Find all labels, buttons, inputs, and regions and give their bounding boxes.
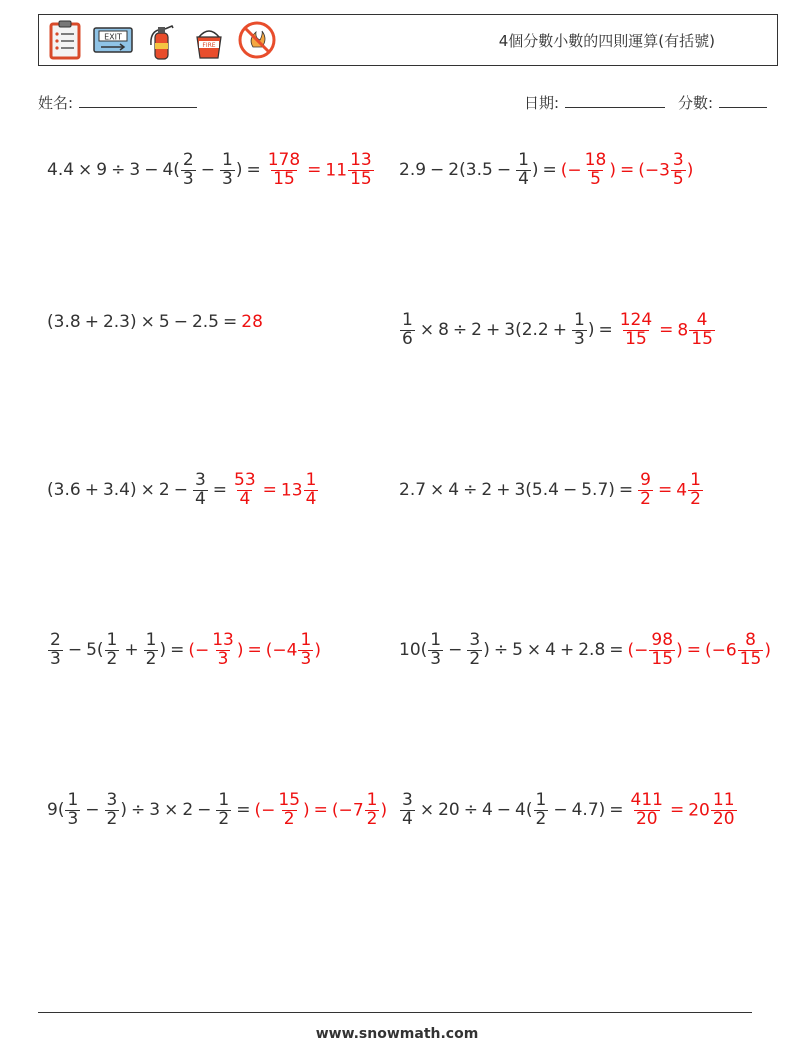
clipboard-checklist-icon — [45, 19, 85, 61]
score-field — [678, 92, 767, 113]
name-field — [38, 92, 197, 113]
name-line — [79, 93, 197, 108]
exit-sign-icon — [93, 19, 133, 61]
footer-url[interactable]: www.snowmath.com — [315, 1026, 479, 1042]
fraction: $\frac{1}{4}$ — [518, 149, 529, 189]
fraction: $\frac{3}{4}$ — [194, 469, 206, 509]
footer-divider — [38, 1012, 752, 1013]
score-line — [719, 93, 767, 108]
fraction: $\frac{1}{6}$ — [402, 309, 413, 349]
worksheet-title: 4個分數小數的四則運算(有括號) — [498, 32, 715, 50]
answer: $\frac{9}{2}$ = 4 $\frac{1}{2}$ — [640, 469, 701, 509]
worksheet-header — [38, 14, 778, 66]
fraction: $\frac{2}{3}$ — [50, 629, 61, 669]
problem-1: 4.4 × 9 ÷ 3 − 4 ( $\frac{2}{3}$ − $\frac{1}{3}$ ) = $\frac{178}{15}$ = 11 $\frac{13}{15}$ — [47, 140, 375, 200]
fire-bucket-icon — [189, 19, 229, 61]
answer: (− $\frac{13}{3}$ ) = (−4 $\frac{1}{3}$ ) — [188, 629, 321, 669]
answer: (− $\frac{15}{2}$ ) = (−7 $\frac{1}{2}$ ) — [254, 789, 388, 829]
problem-3: ( 3.8 + 2.3 ) × 5 − 2.5 = 28 — [47, 312, 263, 332]
fraction: $\frac{3}{2}$ — [106, 789, 118, 829]
fraction: $\frac{1}{3}$ — [67, 789, 79, 829]
no-fire-icon — [237, 19, 277, 61]
fraction: $\frac{1}{2}$ — [145, 629, 157, 669]
svg-text:EXIT: EXIT — [104, 32, 122, 42]
fraction: $\frac{1}{3}$ — [574, 309, 585, 349]
answer: (− $\frac{98}{15}$ ) = (−6 $\frac{8}{15}$ ) — [627, 629, 771, 669]
fraction: $\frac{3}{2}$ — [469, 629, 481, 669]
answer: $\frac{178}{15}$ = 11 $\frac{13}{15}$ — [267, 149, 372, 189]
fraction: $\frac{1}{3}$ — [222, 149, 233, 189]
problem-8: 10 ( $\frac{1}{3}$ − $\frac{3}{2}$ ) ÷ 5 × 4 + 2.8 = (− $\frac{98}{15}$ ) = (−6 $\frac{8}{15}$ ) — [399, 629, 771, 669]
date-field — [524, 92, 665, 113]
problem-7: $\frac{2}{3}$ − 5 ( $\frac{1}{2}$ + $\frac{1}{2}$ ) = (− $\frac{13}{3}$ ) = (−4 $\frac{1}{3}$ ) — [50, 629, 321, 669]
fraction: $\frac{2}{3}$ — [182, 149, 194, 189]
fraction: $\frac{1}{2}$ — [106, 629, 118, 669]
answer: (− $\frac{18}{5}$ ) = (−3 $\frac{3}{5}$ ) — [560, 149, 694, 189]
answer: $\frac{53}{4}$ = 13 $\frac{1}{4}$ — [234, 469, 317, 509]
problem-2: 2.9 − 2 ( 3.5 − $\frac{1}{4}$ ) = (− $\frac{18}{5}$ ) = (−3 $\frac{3}{5}$ ) — [399, 149, 694, 189]
svg-text:FIRE: FIRE — [202, 42, 216, 49]
problem-5: ( 3.6 + 3.4 ) × 2 − $\frac{3}{4}$ = $\frac{53}{4}$ = 13 $\frac{1}{4}$ — [47, 460, 319, 520]
name-label: 姓名: — [38, 94, 74, 112]
fire-extinguisher-icon — [141, 19, 181, 61]
problem-10: $\frac{3}{4}$ × 20 ÷ 4 − 4 ( $\frac{1}{2}$ − 4.7 ) = $\frac{411}{20}$ = 20 $\frac{11}{20}$ — [399, 780, 738, 840]
fraction: $\frac{3}{4}$ — [402, 789, 413, 829]
header-icons — [45, 19, 277, 61]
problem-6: 2.7 × 4 ÷ 2 + 3 ( 5.4 − 5.7 ) = $\frac{9}{2}$ = 4 $\frac{1}{2}$ — [399, 460, 704, 520]
problem-4: $\frac{1}{6}$ × 8 ÷ 2 + 3 ( 2.2 + $\frac{1}{3}$ ) = $\frac{124}{15}$ = 8 $\frac{4}{15}$ — [399, 300, 716, 360]
fraction: $\frac{1}{2}$ — [218, 789, 230, 829]
fraction: $\frac{1}{2}$ — [535, 789, 547, 829]
date-line — [565, 93, 665, 108]
date-label: 日期: — [524, 94, 560, 112]
problem-9: 9 ( $\frac{1}{3}$ − $\frac{3}{2}$ ) ÷ 3 × 2 − $\frac{1}{2}$ = (− $\frac{15}{2}$ ) = (−7 $\frac{1}{2}$ ) — [47, 789, 388, 829]
answer: 28 — [241, 312, 263, 332]
answer: $\frac{411}{20}$ = 20 $\frac{11}{20}$ — [630, 789, 735, 829]
answer: $\frac{124}{15}$ = 8 $\frac{4}{15}$ — [619, 309, 713, 349]
score-label: 分數: — [678, 94, 714, 112]
fraction: $\frac{1}{3}$ — [430, 629, 442, 669]
